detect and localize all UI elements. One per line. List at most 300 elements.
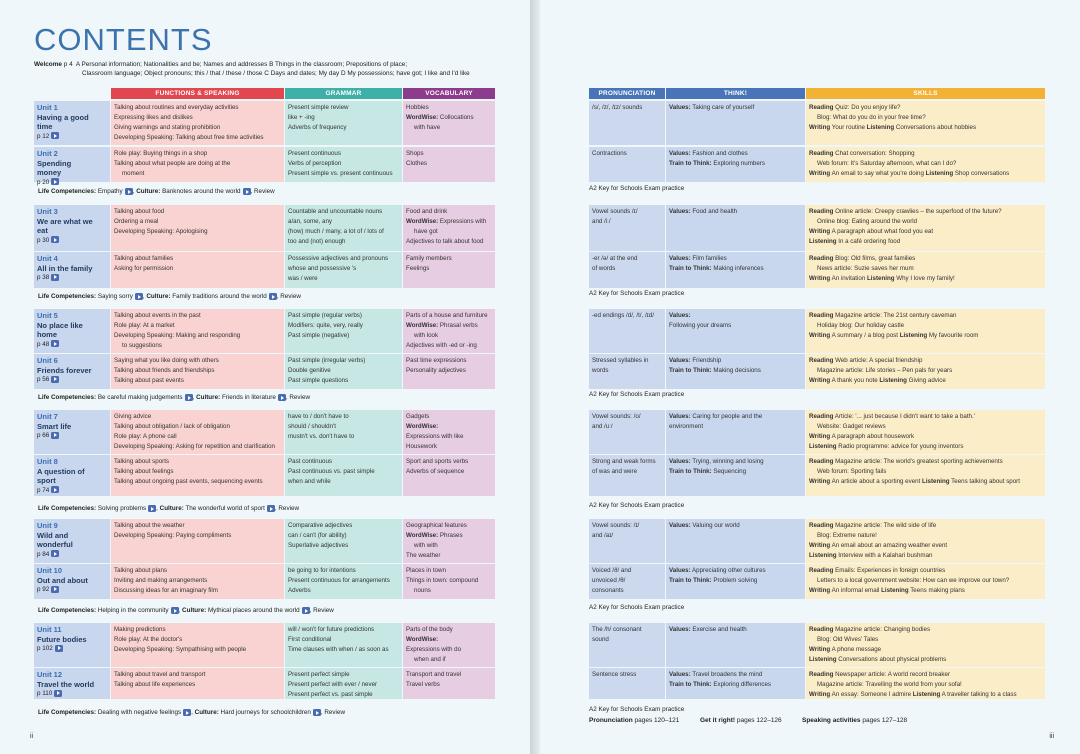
video-play-icon[interactable] [55,645,63,652]
line-item: Contractions [592,150,627,157]
line-item: Talking about plans [114,567,167,574]
line-item: Giving warnings and stating prohibition [114,124,221,131]
line-item: Past simple (irregular verbs) [288,357,366,364]
video-play-icon[interactable] [171,607,179,614]
line-item: Writing A paragraph about what food you eat [809,228,934,235]
line-item: Letters to a local government website: How can we improve our town? [817,577,1010,584]
review-label: , Review [250,188,275,196]
line-item: Web forum: Sporting fails [817,468,887,475]
lc-label: Life Competencies: [38,293,97,301]
func-cell-4 [111,252,284,288]
line-item: Stressed syllables in [592,357,649,364]
line-item: Blog: Extreme nature! [817,532,877,539]
line-item: Values: Taking care of yourself [669,104,755,111]
line-item: Talking about feelings [114,468,174,475]
line-item: Role play: At a market [114,322,175,329]
gram-cell-3 [285,205,402,251]
think-cell-11 [666,623,805,667]
line-item: Magazine article: Life stories – Pen pals for years [817,367,953,374]
line-item: Writing A thank you note Listening Giving advice [809,377,946,384]
line-item: have to / don't have to [288,413,349,420]
line-item: of was and were [592,468,638,475]
unit-page-number: p 20 [37,178,50,186]
line-item: Past continuous vs. past simple [288,468,375,475]
line-item: Expressions with like [406,433,464,440]
line-item: words [592,367,609,374]
line-item: Things in town: compound [406,577,479,584]
video-play-icon[interactable] [269,293,277,300]
video-play-icon[interactable] [51,236,59,243]
video-play-icon[interactable] [51,178,59,185]
think-cell-6 [666,354,805,389]
line-item: Role play: A phone call [114,433,177,440]
think-cell-4 [666,252,805,288]
line-item: Values: [669,312,691,319]
left-header-1: GRAMMAR [285,88,402,99]
line-item: Talking about sports [114,458,170,465]
line-item: Past simple (regular verbs) [288,312,362,319]
voc-cell-3 [403,205,495,251]
unit-page [37,340,107,350]
line-item: Present simple review [288,104,349,111]
skills-cell-8 [806,455,1045,496]
line-item: Writing A paragraph about housework [809,433,915,440]
unit-page-number: p 102 [37,645,53,652]
unit-number: Unit 7 [37,412,58,421]
welcome-line-2: Classroom language; Object pronouns; this / that / these / those C Days and dates; My day D My possessions; have got; I like and I'd like [82,70,470,77]
culture-topic: Friends in literature [221,394,276,402]
video-play-icon[interactable] [125,188,133,195]
unit-label-9 [34,519,110,563]
think-cell-3 [666,205,805,251]
skills-cell-10 [806,564,1045,599]
line-item: nouns [414,587,431,594]
unit-page-number: p 38 [37,274,50,281]
skills-cell-3 [806,205,1045,251]
line-item: Web forum: It's Saturday afternoon, what can I do? [817,160,957,167]
line-item: Reading Magazine article: The 21st century caveman [809,312,957,319]
lc-topic: Dealing with negative feelings [97,709,182,717]
unit-number: Unit 12 [37,670,63,679]
left-page [0,0,530,754]
think-cell-9 [666,519,805,563]
think-cell-10 [666,564,805,599]
culture-label: Culture: [159,505,184,513]
pron-cell-6 [589,354,665,389]
think-cell-7 [666,410,805,454]
exam-practice-2: A2 Key for Schools Exam practice [589,290,685,297]
line-item: Adjectives with -ed or -ing [406,342,477,349]
line-item: Gadgets [406,413,430,420]
unit-number: Unit 2 [37,149,58,158]
pron-cell-5 [589,309,665,353]
unit-page [37,689,107,699]
line-item: Past simple questions [288,377,349,384]
func-cell-12 [111,668,284,699]
pron-cell-8 [589,455,665,496]
line-item: WordWise: Expressions with [406,218,487,225]
line-item: WordWise: Phrases [406,532,463,539]
pron-cell-2 [589,147,665,182]
line-item: Reading Online article: Creepy crawlies – the superfood of the future? [809,208,1002,215]
line-item: Values: Food and health [669,208,738,215]
video-play-icon[interactable] [51,274,59,281]
welcome-line-1: A Personal information; Nationalities and be; Names and addresses B Things in the classroom; Prepositions of place; [75,61,408,68]
voc-cell-8 [403,455,495,496]
gram-cell-4 [285,252,402,288]
line-item: Values: Fashion and clothes [669,150,748,157]
line-item: First conditional [288,636,332,643]
func-cell-1 [111,101,284,145]
unit-page [37,550,107,560]
exam-practice-1: A2 Key for Schools Exam practice [589,185,685,192]
line-item: Past time expressions [406,357,467,364]
line-item: Ordering a meal [114,218,159,225]
unit-title: We are what we eat [37,216,93,235]
line-item: Developing Speaking: Making and responding [114,332,241,339]
skills-cell-6 [806,354,1045,389]
culture-topic: Family traditions around the world [172,293,267,301]
line-item: moment [122,170,145,177]
voc-cell-1 [403,101,495,145]
line-item: Developing Speaking: Sympathising with people [114,646,247,653]
line-item: Values: Film families [669,255,727,262]
line-item: Developing Speaking: Paying compliments [114,532,232,539]
func-cell-10 [111,564,284,599]
unit-number: Unit 11 [37,625,62,634]
unit-page [37,132,107,142]
line-item: Online blog: Eating around the world [817,218,918,225]
unit-title: Friends forever [37,365,92,375]
line-item: unvoiced /θ/ [592,577,626,584]
line-item: a/an, some, any [288,218,333,225]
line-item: Adverbs of sequence [406,468,465,475]
line-item: like + -ing [288,114,315,121]
unit-title: Travel the world [37,679,95,689]
line-item: Role play: At the doctor's [114,636,183,643]
line-item: WordWise: Collocations [406,114,474,121]
unit-page [37,178,107,188]
line-item: Reading Newspaper article: A world record breaker [809,671,951,678]
line-item: be going to for intentions [288,567,356,574]
unit-page-number: p 66 [37,432,50,439]
line-item: WordWise: [406,636,439,643]
unit-page-number: p 30 [37,236,50,244]
life-competencies-1: Life Competencies: Empathy , Culture: Banknotes around the world , Review [38,188,275,196]
unit-title: Spending money [37,158,72,177]
video-play-icon[interactable] [302,607,310,614]
voc-cell-12 [403,668,495,699]
lc-topic: Saying sorry [97,293,133,301]
line-item: Developing Speaking: Apologising [114,228,208,235]
line-item: Making predictions [114,626,166,633]
line-item: will / won't for future predictions [288,626,375,633]
voc-cell-10 [403,564,495,599]
voc-cell-9 [403,519,495,563]
unit-label-6 [34,354,110,389]
video-play-icon[interactable] [183,709,191,716]
unit-title: Future bodies [37,634,87,644]
line-item: Superlative adjectives [288,542,349,549]
line-item: Reading Quiz: Do you enjoy life? [809,104,901,111]
gram-cell-10 [285,564,402,599]
line-item: Magazine article: Travelling the world from your sofa! [817,681,962,688]
unit-page [37,486,107,496]
page-number-right: iii [1049,733,1054,740]
right-header-0: PRONUNCIATION [589,88,665,99]
unit-page-number: p 74 [37,486,50,494]
line-item: Reading Chat conversation: Shopping [809,150,915,157]
line-item: Listening In a café ordering food [809,238,901,245]
line-item: Hobbies [406,104,429,111]
gram-cell-6 [285,354,402,389]
think-cell-2 [666,147,805,182]
line-item: Train to Think: Problem solving [669,577,758,584]
line-item: Reading Web article: A special friendship [809,357,923,364]
line-item: environment [669,423,704,430]
video-play-icon[interactable] [51,432,59,439]
unit-label-10 [34,564,110,599]
line-item: Following your dreams [669,322,732,329]
func-cell-11 [111,623,284,667]
line-item: Writing An email about an amazing weather event [809,542,948,549]
video-play-icon[interactable] [51,586,59,593]
line-item: Writing An email to say what you're doing Listening Shop conversations [809,170,1010,177]
line-item: Reading Blog: Old films, great families [809,255,916,262]
unit-page-number: p 48 [37,340,50,348]
review-label: , Review [320,709,346,717]
func-cell-8 [111,455,284,496]
life-competencies-5: Life Competencies: Helping in the community , Culture: Mythical places around the world , Review [38,607,334,615]
line-item: when and while [288,478,331,485]
line-item: Parts of the body [406,626,453,633]
video-play-icon[interactable] [51,376,59,383]
line-item: Talking about past events [114,377,184,384]
line-item: Talking about friends and friendships [114,367,215,374]
footer-speaking: Speaking activities pages 127–128 [802,717,908,724]
line-item: Reading Emails: Experiences in foreign countries [809,567,946,574]
unit-page-number: p 84 [37,550,50,558]
gram-cell-5 [285,309,402,353]
lc-topic: Empathy [97,188,123,196]
skills-cell-9 [806,519,1045,563]
life-competencies-4: Life Competencies: Solving problems , Culture: The wonderful world of sport , Review [38,505,300,513]
line-item: and /uː/ [592,423,613,430]
skills-cell-5 [806,309,1045,353]
right-page [540,0,1080,754]
line-item: sound [592,636,609,643]
line-item: Personality adjectives [406,367,466,374]
unit-number: Unit 4 [37,254,58,263]
line-item: too and (not) enough [288,238,346,245]
line-item: Possessive adjectives and pronouns [288,255,389,262]
book-gutter [530,0,540,754]
welcome-prefix: Welcome [34,61,62,68]
line-item: Transport and travel [406,671,462,678]
func-cell-6 [111,354,284,389]
culture-label: Culture: [194,709,219,717]
voc-cell-7 [403,410,495,454]
video-play-icon[interactable] [243,188,251,195]
line-item: Asking for permission [114,265,174,272]
skills-cell-7 [806,410,1045,454]
line-item: Family members [406,255,452,262]
unit-page [37,236,107,246]
line-item: Sentence stress [592,671,637,678]
line-item: Values: Friendship [669,357,722,364]
line-item: Writing A summary / a blog post Listening My favourite room [809,332,979,339]
video-play-icon[interactable] [278,394,286,401]
unit-label-12 [34,668,110,699]
line-item: Expressing likes and dislikes [114,114,193,121]
video-play-icon[interactable] [135,293,143,300]
skills-cell-11 [806,623,1045,667]
line-item: Talking about events in the past [114,312,201,319]
unit-number: Unit 3 [37,207,58,216]
line-item: Saying what you like doing with others [114,357,219,364]
culture-label: Culture: [146,293,171,301]
line-item: Verbs of perception [288,160,342,167]
line-item: Train to Think: Sequencing [669,468,747,475]
pron-cell-11 [589,623,665,667]
unit-title: No place like home [37,320,83,339]
unit-number: Unit 1 [37,103,58,112]
voc-cell-11 [403,623,495,667]
unit-label-1 [34,101,110,145]
line-item: Talking about life experiences [114,681,196,688]
video-play-icon[interactable] [267,505,275,512]
line-item: Past simple (negative) [288,332,350,339]
gram-cell-7 [285,410,402,454]
left-header-0: FUNCTIONS & SPEAKING [111,88,284,99]
unit-label-4 [34,252,110,288]
voc-cell-6 [403,354,495,389]
line-item: Vowel sounds: /ʊ/ [592,413,641,420]
line-item: Listening Conversations about physical problems [809,656,947,663]
unit-label-2 [34,147,110,186]
line-item: Holiday blog: Our holiday castle [817,322,905,329]
line-item: consonants [592,587,624,594]
line-item: -er /ə/ at the end [592,255,638,262]
video-play-icon[interactable] [51,550,59,557]
unit-title: A question of sport [37,466,85,485]
think-cell-8 [666,455,805,496]
line-item: Food and drink [406,208,448,215]
line-item: Double genitive [288,367,331,374]
lc-topic: Be careful making judgements [97,394,183,402]
gram-cell-8 [285,455,402,496]
line-item: Talking about the weather [114,522,185,529]
unit-number: Unit 5 [37,311,58,320]
page-title: CONTENTS [34,22,213,57]
line-item: with have [414,124,441,131]
unit-title: Smart life [37,421,72,431]
culture-topic: Mythical places around the world [207,607,300,615]
line-item: Reading Magazine article: The wild side of life [809,522,937,529]
line-item: Present simple vs. present continuous [288,170,393,177]
line-item: Adjectives to talk about food [406,238,484,245]
line-item: Expressions with do [406,646,462,653]
life-competencies-3: Life Competencies: Be careful making judgements , Culture: Friends in literature , Review [38,394,311,402]
line-item: Talking about what people are doing at the [114,160,231,167]
line-item: Reading Article: '... just because I didn't want to take a bath.' [809,413,975,420]
line-item: Listening Radio programme: advice for young inventors [809,443,964,450]
line-item: Writing An article about a sporting event Listening Teens talking about sport [809,478,1020,485]
lc-label: Life Competencies: [38,607,97,615]
unit-label-8 [34,455,110,496]
pron-cell-1 [589,101,665,145]
line-item: Writing A phone message [809,646,882,653]
line-item: Discussing ideas for an imaginary film [114,587,218,594]
line-item: can / can't (for ability) [288,532,347,539]
line-item: Writing An invitation Listening Why I love my family! [809,275,955,282]
line-item: Developing Speaking: Asking for repetition and clarification [114,443,275,450]
video-play-icon[interactable] [185,394,193,401]
welcome-line [34,60,504,78]
culture-topic: Banknotes around the world [162,188,241,196]
line-item: Values: Exercise and health [669,626,747,633]
line-item: /s/, /z/, /ɪz/ sounds [592,104,643,111]
line-item: Talking about routines and everyday activities [114,104,239,111]
lc-topic: Helping in the community [97,607,169,615]
gram-cell-9 [285,519,402,563]
line-item: Travel verbs [406,681,440,688]
footer-pronunciation: Pronunciation pages 120–121 [589,717,680,724]
video-play-icon[interactable] [313,709,321,716]
unit-number: Unit 8 [37,457,58,466]
line-item: Present continuous [288,150,341,157]
video-play-icon[interactable] [51,132,59,139]
unit-number: Unit 6 [37,356,58,365]
video-play-icon[interactable] [148,505,156,512]
line-item: with with [414,542,438,549]
line-item: Train to Think: Making inferences [669,265,764,272]
lc-label: Life Competencies: [38,709,97,717]
unit-page [37,585,107,595]
lc-label: Life Competencies: [38,505,97,513]
line-item: was / were [288,275,318,282]
video-play-icon[interactable] [51,486,59,493]
func-cell-2 [111,147,284,182]
line-item: with look [414,332,439,339]
culture-label: Culture: [196,394,221,402]
line-item: have got [414,228,438,235]
unit-title: Out and about [37,575,88,585]
unit-title: Wild and wonderful [37,530,73,549]
line-item: Parts of a house and furniture [406,312,488,319]
exam-practice-3: A2 Key for Schools Exam practice [589,391,685,398]
line-item: Vowel sounds: /ɪ/ [592,522,640,529]
line-item: Writing An informal email Listening Teens making plans [809,587,965,594]
line-item: Housework [406,443,437,450]
line-item: Reading Magazine article: The world's greatest sporting achievements [809,458,1003,465]
video-play-icon[interactable] [51,340,59,347]
culture-label: Culture: [182,607,207,615]
review-label: , Review [309,607,334,615]
line-item: Present continuous for arrangements [288,577,390,584]
line-item: when and if [414,656,446,663]
line-item: Train to Think: Exploring numbers [669,160,765,167]
line-item: Talking about obligation / lack of obligation [114,423,230,430]
skills-cell-1 [806,101,1045,145]
line-item: Places in town [406,567,446,574]
line-item: WordWise: Phrasal verbs [406,322,478,329]
page-number-left: ii [30,733,34,740]
video-play-icon[interactable] [54,690,62,697]
right-header-1: THINK! [666,88,805,99]
line-item: Writing An essay: Someone I admire Listening A traveller talking to a class [809,691,1017,698]
unit-page [37,644,107,654]
